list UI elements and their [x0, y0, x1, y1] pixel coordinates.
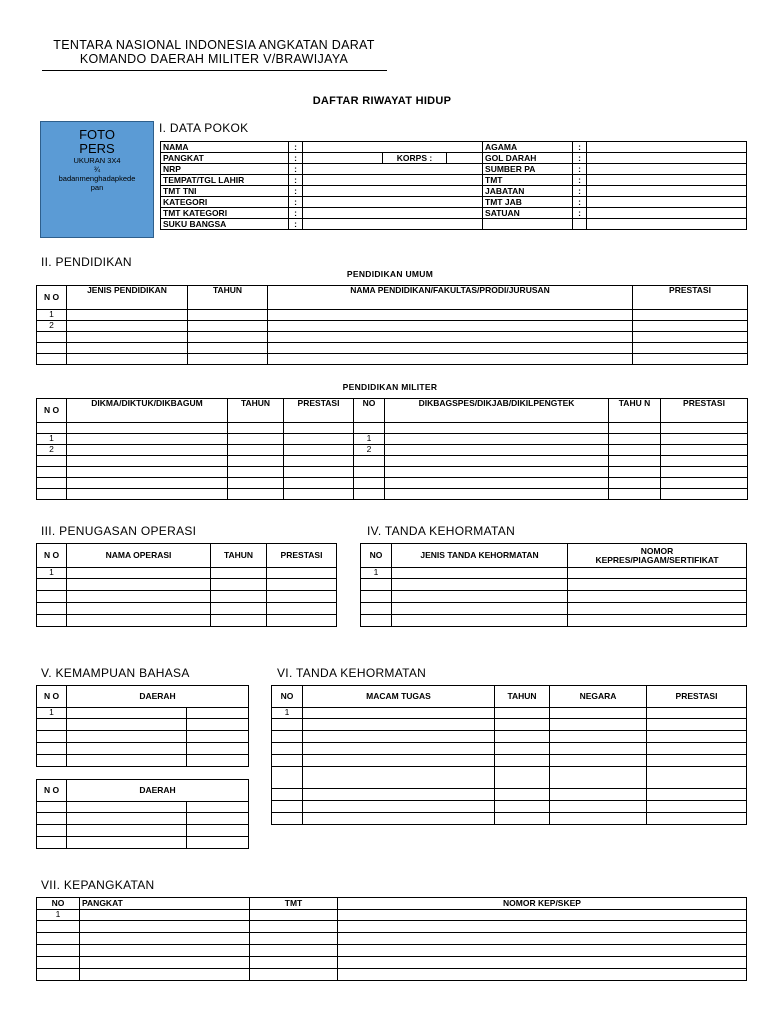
table-row: [37, 837, 249, 849]
field-tmt[interactable]: [587, 175, 747, 186]
col-prestasi: PRESTASI: [284, 399, 354, 423]
label-jabatan: JABATAN: [483, 186, 573, 197]
field-tmt-jab[interactable]: [587, 197, 747, 208]
col-macam-tugas: MACAM TUGAS: [303, 686, 495, 708]
label-nama: NAMA: [161, 142, 289, 153]
col-dikma: DIKMA/DIKTUK/DIKBAGUM: [67, 399, 228, 423]
table-row: [37, 332, 748, 343]
table-row: [37, 743, 249, 755]
table-row: [37, 615, 337, 627]
col-nama-operasi: NAMA OPERASI: [67, 544, 211, 568]
table-row: [361, 615, 747, 627]
section-tanda-kehormatan-title: IV. TANDA KEHORMATAN: [367, 524, 516, 538]
photo-placeholder: [40, 121, 154, 238]
photo-label-2: PERS: [79, 141, 115, 156]
table-row: 1: [37, 910, 747, 921]
photo-label-1: FOTO: [79, 127, 115, 142]
field-korps[interactable]: [447, 153, 483, 164]
col-no: N O: [37, 544, 67, 568]
col-tahun: TAHUN: [211, 544, 267, 568]
label-korps: KORPS :: [383, 153, 447, 164]
label-sumber-pa: SUMBER PA: [483, 164, 573, 175]
col-daerah: DAERAH: [67, 686, 249, 708]
document-title: DAFTAR RIWAYAT HIDUP: [312, 95, 452, 107]
table-row: [361, 579, 747, 591]
label-tmt-jab: TMT JAB: [483, 197, 573, 208]
pendidikan-umum-subtitle: PENDIDIKAN UMUM: [346, 269, 434, 279]
header-underline: [42, 70, 387, 71]
section-data-pokok-title: I. DATA POKOK: [159, 121, 249, 135]
label-tmt-kategori: TMT KATEGORI: [161, 208, 289, 219]
col-daerah: DAERAH: [67, 780, 249, 802]
col-nomor-kepres: NOMOR KEPRES/PIAGAM/SERTIFIKAT: [568, 544, 747, 568]
kemampuan-bahasa-table-2: [36, 779, 249, 849]
field-suku-bangsa[interactable]: [303, 219, 483, 230]
table-row: 1 1: [37, 434, 748, 445]
label-satuan: SATUAN: [483, 208, 573, 219]
kemampuan-bahasa-table-1: [36, 685, 249, 767]
col-tmt: TMT: [250, 898, 338, 910]
table-row: 1: [37, 708, 249, 719]
table-row: [37, 933, 747, 945]
table-row: [37, 731, 249, 743]
pendidikan-militer-subtitle: PENDIDIKAN MILITER: [342, 382, 438, 392]
field-jabatan[interactable]: [587, 186, 747, 197]
table-row: [37, 813, 249, 825]
col-no: NO: [361, 544, 392, 568]
col-prestasi: PRESTASI: [267, 544, 337, 568]
col-negara: NEGARA: [550, 686, 647, 708]
label-tmt-tni: TMT TNI: [161, 186, 289, 197]
table-row: [37, 478, 748, 489]
table-row: [272, 767, 747, 789]
table-row: [37, 969, 747, 981]
field-gol-darah[interactable]: [587, 153, 747, 164]
table-row: [37, 603, 337, 615]
photo-note-1: badanmenghadapkede: [58, 174, 136, 183]
pendidikan-militer-table: [36, 398, 748, 500]
table-row: [37, 825, 249, 837]
header-command: KOMANDO DAERAH MILITER V/BRAWIJAYA: [79, 52, 349, 66]
col-no: N O: [37, 780, 67, 802]
table-row: [37, 755, 249, 767]
field-satuan[interactable]: [587, 208, 747, 219]
header-institution: TENTARA NASIONAL INDONESIA ANGKATAN DARAT: [53, 38, 375, 52]
data-pokok-table: NAMA : AGAMA : PANGKAT : KORPS : GOL DARAH : NRP : SUMBER PA : TEMPAT/TGL LAHIR : TMT : TMT TNI : JABATAN : KATEGORI : TMT JAB : TMT KATEGORI : SATUAN : SUKU BANGSA :: [160, 141, 747, 230]
col-nama-pendidikan: NAMA PENDIDIKAN/FAKULTAS/PRODI/JURUSAN: [268, 286, 633, 310]
col-no: NO: [272, 686, 303, 708]
table-row: [37, 423, 748, 434]
label-nrp: NRP: [161, 164, 289, 175]
table-row: [37, 945, 747, 957]
table-row: [37, 591, 337, 603]
table-row: [37, 343, 748, 354]
col-prestasi-2: PRESTASI: [661, 399, 748, 423]
photo-note-2: pan: [90, 183, 104, 192]
table-row: [272, 813, 747, 825]
table-row: [361, 591, 747, 603]
table-row: [272, 743, 747, 755]
field-nama[interactable]: [303, 142, 483, 153]
col-nomor-kep: NOMOR KEP/SKEP: [338, 898, 747, 910]
col-tahun: TAHUN: [188, 286, 268, 310]
label-tmt: TMT: [483, 175, 573, 186]
col-tahun: TAHUN: [495, 686, 550, 708]
table-row: [37, 467, 748, 478]
field-nrp[interactable]: [303, 164, 483, 175]
col-prestasi: PRESTASI: [633, 286, 748, 310]
table-row: [272, 719, 747, 731]
photo-fraction: ¾: [93, 165, 101, 174]
table-row: [37, 957, 747, 969]
col-tahun: TAHUN: [228, 399, 284, 423]
field-pangkat[interactable]: [303, 153, 383, 164]
table-row: 1: [37, 310, 748, 321]
field-kategori[interactable]: [303, 197, 483, 208]
col-pangkat: PANGKAT: [80, 898, 250, 910]
label-tempat-tgl-lahir: TEMPAT/TGL LAHIR: [161, 175, 289, 186]
table-row: 1: [361, 568, 747, 579]
table-row: [37, 354, 748, 365]
field-tempat-tgl-lahir[interactable]: [303, 175, 483, 186]
pendidikan-umum-table: [36, 285, 748, 365]
table-row: 2 2: [37, 445, 748, 456]
kepangkatan-table: [36, 897, 747, 981]
table-row: [37, 719, 249, 731]
section-tugas-luar-negeri-title: VI. TANDA KEHORMATAN: [277, 666, 427, 680]
col-jenis-tanda-kehormatan: JENIS TANDA KEHORMATAN: [392, 544, 568, 568]
col-no-2: NO: [354, 399, 385, 423]
section-penugasan-operasi-title: III. PENUGASAN OPERASI: [41, 524, 197, 538]
field-sumber-pa[interactable]: [587, 164, 747, 175]
table-row: [272, 801, 747, 813]
col-no: N O: [37, 686, 67, 708]
label-agama: AGAMA: [483, 142, 573, 153]
field-tmt-tni[interactable]: [303, 186, 483, 197]
table-row: 1: [37, 568, 337, 579]
penugasan-operasi-table: [36, 543, 337, 627]
label-suku-bangsa: SUKU BANGSA: [161, 219, 289, 230]
col-dikbagspes: DIKBAGSPES/DIKJAB/DIKILPENGTEK: [385, 399, 609, 423]
table-row: [272, 731, 747, 743]
table-row: 1: [272, 708, 747, 719]
col-no: NO: [37, 898, 80, 910]
table-row: [37, 579, 337, 591]
col-prestasi: PRESTASI: [647, 686, 747, 708]
col-no: N O: [37, 286, 67, 310]
label-gol-darah: GOL DARAH: [483, 153, 573, 164]
table-row: [272, 755, 747, 767]
table-row: [361, 603, 747, 615]
label-kategori: KATEGORI: [161, 197, 289, 208]
col-no: N O: [37, 399, 67, 423]
table-row: [272, 789, 747, 801]
table-row: [37, 802, 249, 813]
tanda-kehormatan-table: [360, 543, 747, 627]
table-row: [37, 921, 747, 933]
col-tahun-2: TAHU N: [609, 399, 661, 423]
label-pangkat: PANGKAT: [161, 153, 289, 164]
tugas-table: [271, 685, 747, 825]
section-kemampuan-bahasa-title: V. KEMAMPUAN BAHASA: [41, 666, 190, 680]
section-kepangkatan-title: VII. KEPANGKATAN: [41, 878, 155, 892]
table-row: [37, 456, 748, 467]
field-tmt-kategori[interactable]: [303, 208, 483, 219]
table-row: [37, 489, 748, 500]
section-pendidikan-title: II. PENDIDIKAN: [41, 255, 132, 269]
field-agama[interactable]: [587, 142, 747, 153]
table-row: 2: [37, 321, 748, 332]
photo-size: UKURAN 3X4: [73, 156, 121, 165]
col-jenis-pendidikan: JENIS PENDIDIKAN: [67, 286, 188, 310]
